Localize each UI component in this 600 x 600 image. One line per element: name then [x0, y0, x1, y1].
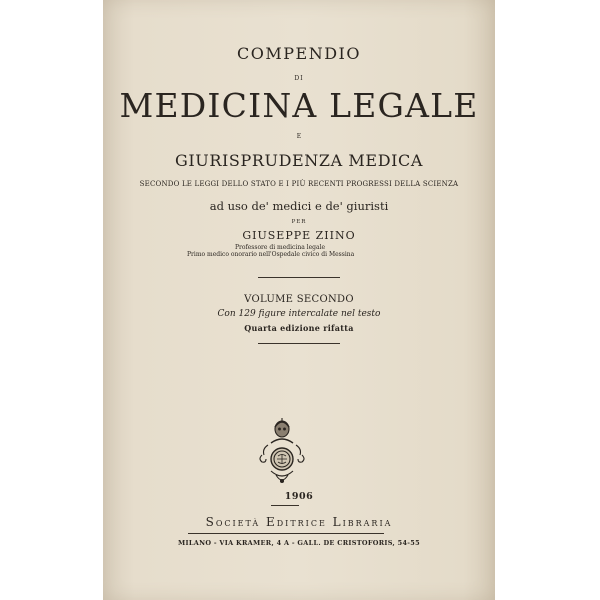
volume-label: VOLUME SECONDO	[244, 294, 354, 305]
author-title-2: Primo medico onorario nell'Ospedale civico di Messina	[187, 251, 355, 258]
secondo-line: SECONDO LE LEGGI DELLO STATO E I PIÙ RECENTI PROGRESSI DELLA SCIENZA	[139, 180, 459, 188]
subtitle: GIURISPRUDENZA MEDICA	[174, 151, 424, 170]
e-connector: E	[296, 133, 302, 140]
publication-year: 1906	[284, 491, 314, 502]
author-name: GIUSEPPE ZIINO	[242, 229, 356, 242]
per-connector: PER	[291, 219, 307, 225]
book-title-page	[103, 0, 495, 600]
main-title: MEDICINA LEGALE	[119, 86, 479, 125]
author-title-1: Professore di medicina legale	[235, 244, 326, 251]
year-underline	[271, 505, 299, 506]
divider-top	[258, 277, 340, 278]
di-connector: DI	[294, 75, 304, 82]
publisher-address: MILANO - VIA KRAMER, 4 A - GALL. DE CRISTOFORIS, 54-55	[178, 539, 420, 547]
publisher-emblem-icon	[256, 415, 308, 487]
compendio-heading: COMPENDIO	[237, 44, 361, 63]
publisher-rule	[188, 533, 384, 534]
publisher-name: Società Editrice Libraria	[205, 515, 393, 529]
figures-note: Con 129 figure intercalate nel testo	[217, 309, 381, 319]
audience-line: ad uso de' medici e de' giuristi	[209, 199, 389, 213]
edition-label: Quarta edizione rifatta	[244, 323, 354, 333]
divider-bottom	[258, 343, 340, 344]
